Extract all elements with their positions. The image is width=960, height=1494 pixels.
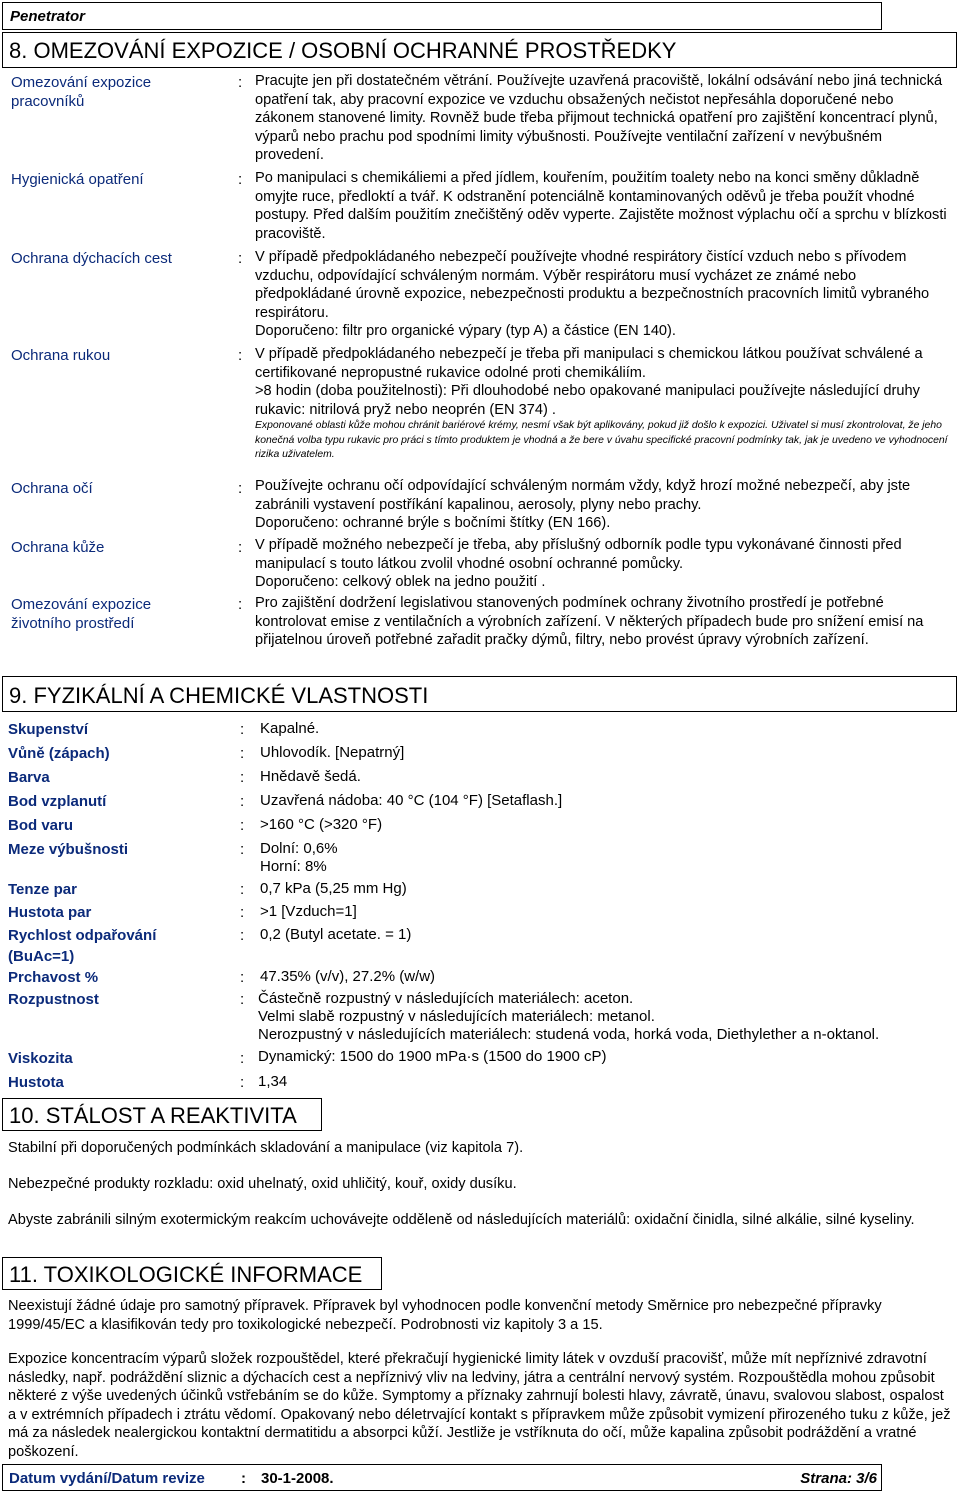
product-name: Penetrator bbox=[10, 8, 86, 25]
row-colon: : bbox=[238, 171, 243, 188]
property-colon: : bbox=[240, 904, 245, 921]
property-label: Hustota par bbox=[8, 904, 92, 921]
property-label: Bod vzplanutí bbox=[8, 793, 107, 810]
value-line: 47.35% (v/v), 27.2% (w/w) bbox=[260, 968, 436, 985]
document-footer bbox=[2, 1464, 882, 1491]
property-label: Meze výbušnosti bbox=[8, 841, 129, 858]
value-line: Dynamický: 1500 do 1900 mPa·s (1500 do 1900 cP) bbox=[258, 1048, 607, 1065]
property-colon: : bbox=[240, 969, 245, 986]
row-text bbox=[255, 169, 955, 243]
property-label: Tenze par bbox=[8, 881, 77, 898]
property-colon: : bbox=[240, 793, 245, 810]
property-label: Rozpustnost bbox=[8, 991, 99, 1008]
paragraph: V případě předpokládaného nebezpečí je třeba při manipulaci s chemickou látkou používat schválené a certifikované nepropustné rukavice odolné proti chemikáliím. bbox=[255, 346, 923, 381]
paragraph: Neexistují žádné údaje pro samotný přípravek. Přípravek byl vyhodnocen podle konvenční metody Směrnice pro nebezpečné přípravky 1999/45/EC a klasifikován tedy pro toxikologické nebezpečí. Podrobnosti viz kapitoly 3 a 15. bbox=[8, 1298, 882, 1333]
section-10-title: 10. STÁLOST A REAKTIVITA bbox=[9, 1103, 297, 1128]
paragraph: Expozice koncentracím výparů složek rozpouštědel, které překračují hygienické limity látek v ovzduší pracovišť, může mít nepříznivé zdravotní následky, např. podráždění sliznic a dýchacích cest a nepříznivý vliv na ledviny, játra a centrální nervový systém. Rozpouštědla mohou způsobit některé z výše uvedených účinků vstřebáním se do kůže. Symptomy a příznaky zahrnují bolesti hlavy, závratě, únavu, svalovou slabost, ospalost a v extrémních případech i ztrátu vědomí. Opakovaný nebo déletrvající kontakt s přípravkem může způsobit vymizení přirozeného tuku z kůže, jež má za následek nealergickou kontaktní dermatitidu a absorpci kůží. Jestliže je vstříknuta do očí, může kapalina způsobit podráždění a vratné poškození. bbox=[8, 1351, 951, 1460]
issue-date-label: Datum vydání/Datum revize bbox=[9, 1470, 205, 1487]
row-text bbox=[255, 594, 955, 650]
property-label: Barva bbox=[8, 769, 50, 786]
value-line: Uzavřená nádoba: 40 °C (104 °F) [Setaflash.] bbox=[260, 792, 563, 809]
paragraph: Doporučeno: celkový oblek na jedno použití . bbox=[255, 574, 546, 590]
value-line: Velmi slabě rozpustný v následujících materiálech: metanol. bbox=[258, 1008, 655, 1025]
value-line: Nerozpustný v následujících materiálech: studená voda, horká voda, Diethylether a n-oktanol. bbox=[258, 1026, 880, 1043]
property-colon: : bbox=[240, 817, 245, 834]
section-9-title: 9. FYZIKÁLNÍ A CHEMICKÉ VLASTNOSTI bbox=[9, 683, 429, 708]
row-label: Hygienická opatření bbox=[11, 171, 144, 188]
row-label: Ochrana dýchacích cest bbox=[11, 250, 172, 267]
document-header bbox=[2, 2, 882, 30]
property-colon: : bbox=[240, 881, 245, 898]
value-line: Horní: 8% bbox=[260, 858, 327, 875]
property-label: Bod varu bbox=[8, 817, 74, 834]
paragraph: Stabilní při doporučených podmínkách skladování a manipulace (viz kapitola 7). bbox=[8, 1140, 524, 1156]
paragraph: V případě předpokládaného nebezpečí používejte vhodné respirátory čistící vzduch nebo s přívodem vzduchu, odpovídající schváleným normám. Výběr respirátoru musí vycházet ze známé nebo předpokládané úrovně expozice, nebezpečnosti produktu a bezpečnostních pracovních limitů vybraného respirátoru. bbox=[255, 249, 930, 321]
issue-date-colon: : bbox=[241, 1470, 246, 1487]
row-text bbox=[255, 248, 955, 341]
property-label: Vůně (zápach) bbox=[8, 745, 110, 762]
property-value bbox=[260, 744, 950, 762]
value-line: Uhlovodík. [Nepatrný] bbox=[260, 744, 405, 761]
paragraph: Abyste zabránili silným exotermickým reakcím uchovávejte odděleně od následujících materiálů: oxidační činidla, silné alkálie, silné kyseliny. bbox=[8, 1212, 915, 1228]
value-line: Dolní: 0,6% bbox=[260, 840, 338, 857]
page-number: Strana: 3/6 bbox=[800, 1470, 877, 1487]
property-label: Hustota bbox=[8, 1074, 64, 1091]
property-value bbox=[260, 768, 950, 786]
property-value bbox=[260, 816, 950, 834]
property-colon: : bbox=[240, 1074, 245, 1091]
property-label: Viskozita bbox=[8, 1050, 73, 1067]
paragraph: Nebezpečné produkty rozkladu: oxid uhelnatý, oxid uhličitý, kouř, oxidy dusíku. bbox=[8, 1176, 517, 1192]
row-text bbox=[255, 477, 955, 533]
section-9-heading-box bbox=[2, 676, 957, 712]
section-8-heading-box bbox=[2, 32, 957, 68]
paragraph: Používejte ochranu očí odpovídající schváleným normám vždy, když hrozí možné nebezpečí, aby jste zabránili vystavení postříkání kapalinou, aerosoly, plyny nebo prachy. bbox=[255, 478, 911, 513]
property-value bbox=[260, 968, 950, 986]
value-line: >1 [Vzduch=1] bbox=[260, 903, 357, 920]
paragraph: Pracujte jen při dostatečném větrání. Používejte uzavřená pracoviště, lokální odsávání nebo jiná technická opatření tak, aby pracovní expozice ve vzduchu obsažených nečistot nepřesáhla doporučené nebo zákonem stanovené limity. Rovněž bude třeba přijmout technická opatření pro zajištění koncentrací plynů, výparů nebo prachu pod spodními limity výbušnosti. Používejte ventilační zařízení v nevýbušném provedení. bbox=[255, 73, 943, 163]
row-colon: : bbox=[238, 347, 243, 364]
property-colon: : bbox=[240, 769, 245, 786]
hand-protection-note: Exponované oblasti kůže mohou chránit bariérové krémy, nesmí však být aplikovány, pokud již došlo k expozici. Uživatel si musí zkontrolovat, že jeho konečná volba typu rukavic pro práci s tímto produktem je vhodná a že bere v úvahu specifické pracovní podmínky tak, jak je uvedeno ve vyhodnocení rizika uživatelem. bbox=[255, 420, 948, 461]
paragraph: V případě možného nebezpečí je třeba, aby příslušný odborník podle typu vykonávané činnosti před manipulací s touto látkou zvolil vhodné osobní ochranné pomůcky. bbox=[255, 537, 902, 572]
property-value bbox=[260, 792, 950, 810]
row-label: Omezování expozice životního prostředí bbox=[11, 596, 152, 632]
property-colon: : bbox=[240, 745, 245, 762]
property-colon: : bbox=[240, 1050, 245, 1067]
row-text bbox=[255, 536, 955, 592]
property-colon: : bbox=[240, 927, 245, 944]
value-line: Kapalné. bbox=[260, 720, 320, 737]
property-label: Rychlost odpařování (BuAc=1) bbox=[8, 927, 157, 965]
row-colon: : bbox=[238, 250, 243, 267]
paragraph: Po manipulaci s chemikáliemi a před jídlem, kouřením, použitím toalety nebo na konci směny důkladně omyjte ruce, předloktí a tvář. K odstranění potenciálně kontaminovaných oděvů je třeba použít vhodné postupy. Před dalším použitím znečištěný oděv vyperte. Zajistěte možnost výplachu očí a sprchu v blízkosti pracoviště. bbox=[255, 170, 947, 242]
value-line: 0,2 (Butyl acetate. = 1) bbox=[260, 926, 412, 943]
section-11-title: 11. TOXIKOLOGICKÉ INFORMACE bbox=[9, 1262, 363, 1287]
property-label: Skupenství bbox=[8, 721, 89, 738]
paragraph: Doporučeno: filtr pro organické výpary (typ A) a částice (EN 140). bbox=[255, 323, 676, 339]
value-line: 0,7 kPa (5,25 mm Hg) bbox=[260, 880, 407, 897]
value-line: Částečně rozpustný v následujících materiálech: aceton. bbox=[258, 990, 634, 1007]
section-10-heading-box bbox=[2, 1098, 322, 1131]
property-label: Prchavost % bbox=[8, 969, 99, 986]
section-11-heading-box bbox=[2, 1257, 382, 1290]
paragraph: Pro zajištění dodržení legislativou stanovených podmínek ochrany životního prostředí je potřebné kontrolovat emise z ventilačních a výrobních zařízení. V některých případech bude pro snížení emisí na přijatelnou úroveň potřebné zařadit pračky dýmů, filtry, nebo provést úpravy výrobních zařízení. bbox=[255, 595, 924, 648]
section-8-title: 8. OMEZOVÁNÍ EXPOZICE / OSOBNÍ OCHRANNÉ PROSTŘEDKY bbox=[9, 38, 677, 63]
row-colon: : bbox=[238, 596, 243, 613]
property-colon: : bbox=[240, 721, 245, 738]
property-value bbox=[258, 1073, 948, 1091]
property-colon: : bbox=[240, 991, 245, 1008]
paragraph: >8 hodin (doba použitelnosti): Při dlouhodobé nebo opakované manipulaci používejte následující druhy rukavic: nitrilová pryž nebo neoprén (EN 374) . bbox=[255, 383, 920, 418]
row-text bbox=[255, 345, 955, 463]
row-colon: : bbox=[238, 539, 243, 556]
property-value bbox=[258, 990, 948, 1044]
row-colon: : bbox=[238, 74, 243, 91]
row-colon: : bbox=[238, 480, 243, 497]
value-line: >160 °C (>320 °F) bbox=[260, 816, 383, 833]
row-label: Ochrana rukou bbox=[11, 347, 111, 364]
row-label: Ochrana očí bbox=[11, 480, 93, 497]
row-label: Omezování expozice pracovníků bbox=[11, 74, 152, 110]
property-value bbox=[260, 840, 950, 876]
paragraph: Doporučeno: ochranné brýle s bočními štítky (EN 166). bbox=[255, 515, 611, 531]
property-value bbox=[260, 880, 950, 898]
property-value bbox=[260, 903, 950, 921]
value-line: Hnědavě šedá. bbox=[260, 768, 361, 785]
row-text bbox=[255, 72, 955, 165]
property-colon: : bbox=[240, 841, 245, 858]
property-value bbox=[258, 1048, 948, 1066]
issue-date-value: 30-1-2008. bbox=[261, 1470, 334, 1487]
row-label: Ochrana kůže bbox=[11, 539, 105, 556]
property-value bbox=[260, 926, 950, 944]
value-line: 1,34 bbox=[258, 1073, 288, 1090]
property-value bbox=[260, 720, 950, 738]
